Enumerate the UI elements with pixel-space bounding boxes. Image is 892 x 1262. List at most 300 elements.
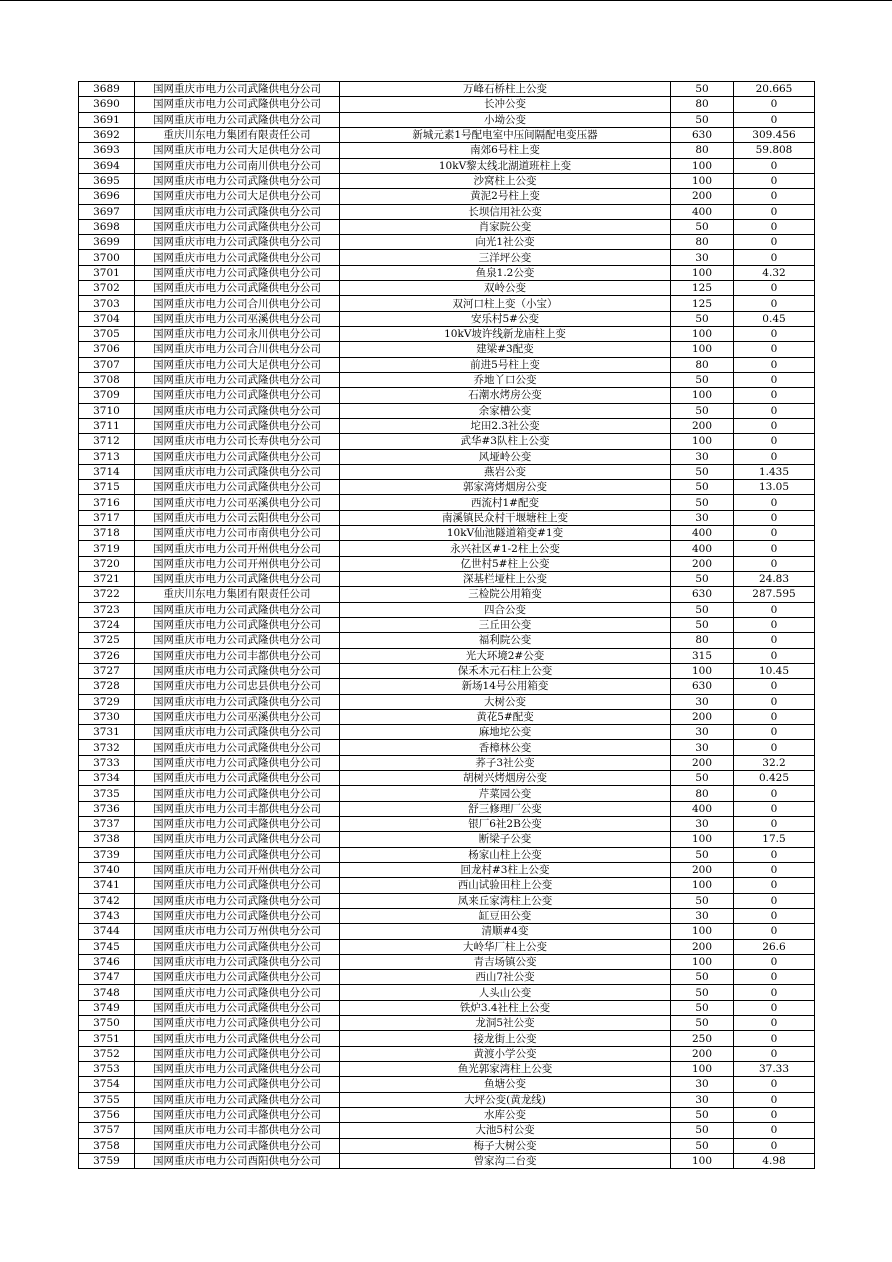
row-number-cell: 3711 bbox=[79, 418, 135, 433]
company-cell: 国网重庆市电力公司大足供电分公司 bbox=[135, 357, 340, 372]
transformer-name-cell: 新城元素1号配电室中压间隔配电变压器 bbox=[340, 127, 671, 142]
capacity-cell: 50 bbox=[671, 617, 734, 632]
company-cell: 国网重庆市电力公司大足供电分公司 bbox=[135, 143, 340, 158]
transformer-name-cell: 杨家山柱上公变 bbox=[340, 847, 671, 862]
company-cell: 国网重庆市电力公司武隆供电分公司 bbox=[135, 725, 340, 740]
company-cell: 国网重庆市电力公司武隆供电分公司 bbox=[135, 464, 340, 479]
value-cell: 0 bbox=[734, 878, 815, 893]
table-row bbox=[79, 786, 815, 801]
table-row bbox=[79, 449, 815, 464]
table-row bbox=[79, 1107, 815, 1122]
company-cell: 国网重庆市电力公司武隆供电分公司 bbox=[135, 204, 340, 219]
capacity-cell: 400 bbox=[671, 204, 734, 219]
row-number-cell: 3721 bbox=[79, 572, 135, 587]
row-number-cell: 3743 bbox=[79, 908, 135, 923]
capacity-cell: 100 bbox=[671, 265, 734, 280]
capacity-cell: 80 bbox=[671, 786, 734, 801]
capacity-cell: 50 bbox=[671, 480, 734, 495]
value-cell: 0 bbox=[734, 908, 815, 923]
capacity-cell: 400 bbox=[671, 801, 734, 816]
company-cell: 国网重庆市电力公司巫溪供电分公司 bbox=[135, 709, 340, 724]
value-cell: 0 bbox=[734, 648, 815, 663]
transformer-name-cell: 长冲公变 bbox=[340, 97, 671, 112]
value-cell: 0 bbox=[734, 418, 815, 433]
capacity-cell: 50 bbox=[671, 970, 734, 985]
row-number-cell: 3718 bbox=[79, 526, 135, 541]
value-cell: 0 bbox=[734, 1000, 815, 1015]
value-cell: 0 bbox=[734, 342, 815, 357]
capacity-cell: 50 bbox=[671, 985, 734, 1000]
transformer-name-cell: 梅子大树公变 bbox=[340, 1138, 671, 1153]
row-number-cell: 3747 bbox=[79, 970, 135, 985]
table-row bbox=[79, 1031, 815, 1046]
table-row bbox=[79, 82, 815, 97]
company-cell: 国网重庆市电力公司永川供电分公司 bbox=[135, 327, 340, 342]
row-number-cell: 3749 bbox=[79, 1000, 135, 1015]
transformer-name-cell: 新场14号公用箱变 bbox=[340, 679, 671, 694]
table-row bbox=[79, 480, 815, 495]
company-cell: 国网重庆市电力公司武隆供电分公司 bbox=[135, 954, 340, 969]
table-row bbox=[79, 755, 815, 770]
company-cell: 国网重庆市电力公司武隆供电分公司 bbox=[135, 1000, 340, 1015]
value-cell: 0 bbox=[734, 985, 815, 1000]
row-number-cell: 3703 bbox=[79, 296, 135, 311]
value-cell: 0 bbox=[734, 403, 815, 418]
company-cell: 国网重庆市电力公司武隆供电分公司 bbox=[135, 893, 340, 908]
transformer-name-cell: 四合公变 bbox=[340, 602, 671, 617]
table-row bbox=[79, 403, 815, 418]
transformer-name-cell: 风垭岭公变 bbox=[340, 449, 671, 464]
row-number-cell: 3706 bbox=[79, 342, 135, 357]
table-row bbox=[79, 495, 815, 510]
value-cell: 0 bbox=[734, 1077, 815, 1092]
transformer-name-cell: 大池5村公变 bbox=[340, 1123, 671, 1138]
row-number-cell: 3712 bbox=[79, 434, 135, 449]
transformer-name-cell: 福利院公变 bbox=[340, 633, 671, 648]
value-cell: 0 bbox=[734, 1031, 815, 1046]
value-cell: 0 bbox=[734, 679, 815, 694]
company-cell: 国网重庆市电力公司武隆供电分公司 bbox=[135, 82, 340, 97]
value-cell: 0 bbox=[734, 281, 815, 296]
row-number-cell: 3754 bbox=[79, 1077, 135, 1092]
table-row bbox=[79, 97, 815, 112]
transformer-name-cell: 乔地丫口公变 bbox=[340, 372, 671, 387]
table-row bbox=[79, 648, 815, 663]
table-row bbox=[79, 1138, 815, 1153]
table-row bbox=[79, 694, 815, 709]
capacity-cell: 100 bbox=[671, 1153, 734, 1168]
capacity-cell: 100 bbox=[671, 388, 734, 403]
row-number-cell: 3751 bbox=[79, 1031, 135, 1046]
table-row bbox=[79, 985, 815, 1000]
transformer-name-cell: 保禾木元石柱上公变 bbox=[340, 663, 671, 678]
row-number-cell: 3696 bbox=[79, 189, 135, 204]
transformer-name-cell: 荞子3社公变 bbox=[340, 755, 671, 770]
transformer-name-cell: 芹菜园公变 bbox=[340, 786, 671, 801]
transformer-name-cell: 龙洞5社公变 bbox=[340, 1016, 671, 1031]
table-row bbox=[79, 556, 815, 571]
capacity-cell: 80 bbox=[671, 143, 734, 158]
transformer-name-cell: 大坪公变(黄龙线) bbox=[340, 1092, 671, 1107]
company-cell: 国网重庆市电力公司丰都供电分公司 bbox=[135, 1123, 340, 1138]
value-cell: 0 bbox=[734, 97, 815, 112]
table-row bbox=[79, 970, 815, 985]
company-cell: 国网重庆市电力公司酉阳供电分公司 bbox=[135, 1153, 340, 1168]
transformer-name-cell: 双河口柱上变（小宝） bbox=[340, 296, 671, 311]
transformer-name-cell: 舒三修理厂公变 bbox=[340, 801, 671, 816]
table-row bbox=[79, 1092, 815, 1107]
transformer-name-cell: 武华#3队柱上公变 bbox=[340, 434, 671, 449]
table-row bbox=[79, 1000, 815, 1015]
table-row bbox=[79, 1153, 815, 1168]
company-cell: 国网重庆市电力公司武隆供电分公司 bbox=[135, 372, 340, 387]
value-cell: 0 bbox=[734, 740, 815, 755]
company-cell: 国网重庆市电力公司武隆供电分公司 bbox=[135, 1031, 340, 1046]
capacity-cell: 30 bbox=[671, 694, 734, 709]
value-cell: 32.2 bbox=[734, 755, 815, 770]
value-cell: 0 bbox=[734, 893, 815, 908]
table-row bbox=[79, 388, 815, 403]
capacity-cell: 125 bbox=[671, 281, 734, 296]
table-row bbox=[79, 908, 815, 923]
value-cell: 59.808 bbox=[734, 143, 815, 158]
transformer-name-cell: 黄渡小学公变 bbox=[340, 1046, 671, 1061]
row-number-cell: 3690 bbox=[79, 97, 135, 112]
table-row bbox=[79, 219, 815, 234]
row-number-cell: 3735 bbox=[79, 786, 135, 801]
company-cell: 国网重庆市电力公司市南供电分公司 bbox=[135, 526, 340, 541]
transformer-name-cell: 小坳公变 bbox=[340, 112, 671, 127]
table-row bbox=[79, 663, 815, 678]
value-cell: 0 bbox=[734, 847, 815, 862]
value-cell: 0 bbox=[734, 1046, 815, 1061]
transformer-name-cell: 鱼泉1.2公变 bbox=[340, 265, 671, 280]
row-number-cell: 3702 bbox=[79, 281, 135, 296]
company-cell: 国网重庆市电力公司丰都供电分公司 bbox=[135, 648, 340, 663]
row-number-cell: 3697 bbox=[79, 204, 135, 219]
capacity-cell: 315 bbox=[671, 648, 734, 663]
capacity-cell: 400 bbox=[671, 526, 734, 541]
table-row bbox=[79, 954, 815, 969]
capacity-cell: 630 bbox=[671, 127, 734, 142]
table-row bbox=[79, 617, 815, 632]
value-cell: 10.45 bbox=[734, 663, 815, 678]
row-number-cell: 3737 bbox=[79, 817, 135, 832]
row-number-cell: 3725 bbox=[79, 633, 135, 648]
company-cell: 国网重庆市电力公司武隆供电分公司 bbox=[135, 1062, 340, 1077]
table-row bbox=[79, 189, 815, 204]
value-cell: 0 bbox=[734, 219, 815, 234]
transformer-name-cell: 余家槽公变 bbox=[340, 403, 671, 418]
transformer-name-cell: 水库公变 bbox=[340, 1107, 671, 1122]
capacity-cell: 80 bbox=[671, 633, 734, 648]
value-cell: 0 bbox=[734, 158, 815, 173]
row-number-cell: 3698 bbox=[79, 219, 135, 234]
capacity-cell: 100 bbox=[671, 327, 734, 342]
company-cell: 国网重庆市电力公司武隆供电分公司 bbox=[135, 572, 340, 587]
value-cell: 0 bbox=[734, 709, 815, 724]
table-row bbox=[79, 939, 815, 954]
row-number-cell: 3695 bbox=[79, 173, 135, 188]
row-number-cell: 3694 bbox=[79, 158, 135, 173]
page-top-border bbox=[0, 0, 892, 1]
company-cell: 国网重庆市电力公司武隆供电分公司 bbox=[135, 97, 340, 112]
company-cell: 国网重庆市电力公司武隆供电分公司 bbox=[135, 740, 340, 755]
table-row bbox=[79, 296, 815, 311]
row-number-cell: 3700 bbox=[79, 250, 135, 265]
transformer-name-cell: 万峰石桥柱上公变 bbox=[340, 82, 671, 97]
value-cell: 0 bbox=[734, 541, 815, 556]
company-cell: 重庆川东电力集团有限责任公司 bbox=[135, 127, 340, 142]
company-cell: 国网重庆市电力公司巫溪供电分公司 bbox=[135, 311, 340, 326]
row-number-cell: 3752 bbox=[79, 1046, 135, 1061]
capacity-cell: 30 bbox=[671, 908, 734, 923]
table-row bbox=[79, 1062, 815, 1077]
capacity-cell: 50 bbox=[671, 219, 734, 234]
row-number-cell: 3757 bbox=[79, 1123, 135, 1138]
company-cell: 国网重庆市电力公司武隆供电分公司 bbox=[135, 1077, 340, 1092]
transformer-name-cell: 亿世村5#柱上公变 bbox=[340, 556, 671, 571]
value-cell: 0 bbox=[734, 602, 815, 617]
capacity-cell: 50 bbox=[671, 464, 734, 479]
value-cell: 0 bbox=[734, 449, 815, 464]
value-cell: 0 bbox=[734, 388, 815, 403]
transformer-name-cell: 光大环境2#公变 bbox=[340, 648, 671, 663]
table-row bbox=[79, 173, 815, 188]
row-number-cell: 3708 bbox=[79, 372, 135, 387]
capacity-cell: 200 bbox=[671, 418, 734, 433]
row-number-cell: 3719 bbox=[79, 541, 135, 556]
company-cell: 国网重庆市电力公司武隆供电分公司 bbox=[135, 235, 340, 250]
row-number-cell: 3736 bbox=[79, 801, 135, 816]
company-cell: 国网重庆市电力公司武隆供电分公司 bbox=[135, 1016, 340, 1031]
capacity-cell: 100 bbox=[671, 434, 734, 449]
value-cell: 287.595 bbox=[734, 587, 815, 602]
company-cell: 国网重庆市电力公司武隆供电分公司 bbox=[135, 939, 340, 954]
transformer-name-cell: 坨田2.3社公变 bbox=[340, 418, 671, 433]
row-number-cell: 3758 bbox=[79, 1138, 135, 1153]
capacity-cell: 400 bbox=[671, 541, 734, 556]
value-cell: 26.6 bbox=[734, 939, 815, 954]
table-row bbox=[79, 633, 815, 648]
transformer-name-cell: 三丘田公变 bbox=[340, 617, 671, 632]
capacity-cell: 30 bbox=[671, 725, 734, 740]
row-number-cell: 3724 bbox=[79, 617, 135, 632]
company-cell: 国网重庆市电力公司武隆供电分公司 bbox=[135, 771, 340, 786]
value-cell: 24.83 bbox=[734, 572, 815, 587]
value-cell: 0 bbox=[734, 1138, 815, 1153]
value-cell: 0 bbox=[734, 725, 815, 740]
table-row bbox=[79, 204, 815, 219]
company-cell: 国网重庆市电力公司大足供电分公司 bbox=[135, 189, 340, 204]
table-row bbox=[79, 878, 815, 893]
value-cell: 20.665 bbox=[734, 82, 815, 97]
table-row bbox=[79, 311, 815, 326]
company-cell: 国网重庆市电力公司武隆供电分公司 bbox=[135, 817, 340, 832]
table-row bbox=[79, 357, 815, 372]
row-number-cell: 3740 bbox=[79, 862, 135, 877]
row-number-cell: 3731 bbox=[79, 725, 135, 740]
company-cell: 国网重庆市电力公司武隆供电分公司 bbox=[135, 1092, 340, 1107]
table-row bbox=[79, 924, 815, 939]
transformer-data-table bbox=[78, 81, 815, 1169]
row-number-cell: 3707 bbox=[79, 357, 135, 372]
transformer-name-cell: 永兴社区#1-2柱上公变 bbox=[340, 541, 671, 556]
capacity-cell: 50 bbox=[671, 403, 734, 418]
table-row bbox=[79, 1123, 815, 1138]
value-cell: 0 bbox=[734, 786, 815, 801]
capacity-cell: 50 bbox=[671, 602, 734, 617]
company-cell: 国网重庆市电力公司武隆供电分公司 bbox=[135, 985, 340, 1000]
transformer-name-cell: 麻地坨公变 bbox=[340, 725, 671, 740]
capacity-cell: 100 bbox=[671, 832, 734, 847]
value-cell: 1.435 bbox=[734, 464, 815, 479]
transformer-name-cell: 断梁子公变 bbox=[340, 832, 671, 847]
capacity-cell: 200 bbox=[671, 862, 734, 877]
company-cell: 国网重庆市电力公司巫溪供电分公司 bbox=[135, 495, 340, 510]
table-row bbox=[79, 372, 815, 387]
value-cell: 0 bbox=[734, 617, 815, 632]
capacity-cell: 50 bbox=[671, 1000, 734, 1015]
company-cell: 国网重庆市电力公司武隆供电分公司 bbox=[135, 908, 340, 923]
company-cell: 国网重庆市电力公司武隆供电分公司 bbox=[135, 617, 340, 632]
table-row bbox=[79, 541, 815, 556]
transformer-name-cell: 前进5号柱上变 bbox=[340, 357, 671, 372]
capacity-cell: 100 bbox=[671, 663, 734, 678]
company-cell: 国网重庆市电力公司万州供电分公司 bbox=[135, 924, 340, 939]
capacity-cell: 30 bbox=[671, 817, 734, 832]
value-cell: 0 bbox=[734, 1107, 815, 1122]
table-row bbox=[79, 327, 815, 342]
transformer-name-cell: 向光1社公变 bbox=[340, 235, 671, 250]
transformer-name-cell: 建梁#3配变 bbox=[340, 342, 671, 357]
company-cell: 国网重庆市电力公司武隆供电分公司 bbox=[135, 694, 340, 709]
row-number-cell: 3689 bbox=[79, 82, 135, 97]
row-number-cell: 3713 bbox=[79, 449, 135, 464]
table-row bbox=[79, 572, 815, 587]
company-cell: 国网重庆市电力公司合川供电分公司 bbox=[135, 342, 340, 357]
transformer-name-cell: 香樟林公变 bbox=[340, 740, 671, 755]
row-number-cell: 3722 bbox=[79, 587, 135, 602]
value-cell: 0 bbox=[734, 1092, 815, 1107]
table-row bbox=[79, 112, 815, 127]
company-cell: 国网重庆市电力公司丰都供电分公司 bbox=[135, 801, 340, 816]
transformer-name-cell: 黄泥2号柱上变 bbox=[340, 189, 671, 204]
value-cell: 0 bbox=[734, 801, 815, 816]
table-row bbox=[79, 817, 815, 832]
row-number-cell: 3693 bbox=[79, 143, 135, 158]
table-row bbox=[79, 771, 815, 786]
company-cell: 国网重庆市电力公司武隆供电分公司 bbox=[135, 265, 340, 280]
capacity-cell: 30 bbox=[671, 250, 734, 265]
transformer-name-cell: 青吉场镇公变 bbox=[340, 954, 671, 969]
row-number-cell: 3744 bbox=[79, 924, 135, 939]
row-number-cell: 3732 bbox=[79, 740, 135, 755]
transformer-name-cell: 双岭公变 bbox=[340, 281, 671, 296]
capacity-cell: 50 bbox=[671, 372, 734, 387]
transformer-name-cell: 回龙村#3柱上公变 bbox=[340, 862, 671, 877]
row-number-cell: 3726 bbox=[79, 648, 135, 663]
value-cell: 0 bbox=[734, 296, 815, 311]
company-cell: 国网重庆市电力公司武隆供电分公司 bbox=[135, 388, 340, 403]
capacity-cell: 630 bbox=[671, 679, 734, 694]
company-cell: 国网重庆市电力公司长寿供电分公司 bbox=[135, 434, 340, 449]
company-cell: 国网重庆市电力公司武隆供电分公司 bbox=[135, 1138, 340, 1153]
table-row bbox=[79, 801, 815, 816]
company-cell: 国网重庆市电力公司武隆供电分公司 bbox=[135, 786, 340, 801]
transformer-name-cell: 银厂6社2B公变 bbox=[340, 817, 671, 832]
capacity-cell: 100 bbox=[671, 158, 734, 173]
transformer-name-cell: 西流村1#配变 bbox=[340, 495, 671, 510]
company-cell: 国网重庆市电力公司合川供电分公司 bbox=[135, 296, 340, 311]
row-number-cell: 3750 bbox=[79, 1016, 135, 1031]
value-cell: 13.05 bbox=[734, 480, 815, 495]
value-cell: 0 bbox=[734, 817, 815, 832]
transformer-name-cell: 铁炉3.4社柱上公变 bbox=[340, 1000, 671, 1015]
capacity-cell: 30 bbox=[671, 1092, 734, 1107]
capacity-cell: 200 bbox=[671, 189, 734, 204]
capacity-cell: 50 bbox=[671, 495, 734, 510]
company-cell: 国网重庆市电力公司武隆供电分公司 bbox=[135, 250, 340, 265]
table-row bbox=[79, 740, 815, 755]
company-cell: 国网重庆市电力公司武隆供电分公司 bbox=[135, 847, 340, 862]
table-row bbox=[79, 434, 815, 449]
capacity-cell: 30 bbox=[671, 510, 734, 525]
value-cell: 0 bbox=[734, 862, 815, 877]
capacity-cell: 30 bbox=[671, 1077, 734, 1092]
value-cell: 0.45 bbox=[734, 311, 815, 326]
table-row bbox=[79, 235, 815, 250]
row-number-cell: 3748 bbox=[79, 985, 135, 1000]
row-number-cell: 3746 bbox=[79, 954, 135, 969]
capacity-cell: 250 bbox=[671, 1031, 734, 1046]
row-number-cell: 3692 bbox=[79, 127, 135, 142]
transformer-name-cell: 大岭华厂柱上公变 bbox=[340, 939, 671, 954]
row-number-cell: 3701 bbox=[79, 265, 135, 280]
row-number-cell: 3738 bbox=[79, 832, 135, 847]
table-row bbox=[79, 847, 815, 862]
row-number-cell: 3716 bbox=[79, 495, 135, 510]
value-cell: 0 bbox=[734, 189, 815, 204]
row-number-cell: 3691 bbox=[79, 112, 135, 127]
transformer-name-cell: 肖家院公变 bbox=[340, 219, 671, 234]
table-row bbox=[79, 1016, 815, 1031]
company-cell: 国网重庆市电力公司武隆供电分公司 bbox=[135, 878, 340, 893]
value-cell: 0 bbox=[734, 633, 815, 648]
transformer-name-cell: 鱼塘公变 bbox=[340, 1077, 671, 1092]
company-cell: 国网重庆市电力公司武隆供电分公司 bbox=[135, 970, 340, 985]
company-cell: 国网重庆市电力公司武隆供电分公司 bbox=[135, 663, 340, 678]
company-cell: 国网重庆市电力公司武隆供电分公司 bbox=[135, 602, 340, 617]
value-cell: 0 bbox=[734, 526, 815, 541]
capacity-cell: 50 bbox=[671, 1123, 734, 1138]
capacity-cell: 200 bbox=[671, 1046, 734, 1061]
transformer-name-cell: 深基栏垭柱上公变 bbox=[340, 572, 671, 587]
company-cell: 国网重庆市电力公司武隆供电分公司 bbox=[135, 403, 340, 418]
value-cell: 0 bbox=[734, 954, 815, 969]
transformer-name-cell: 郭家湾烤烟房公变 bbox=[340, 480, 671, 495]
transformer-name-cell: 10kV黎太线北湖道班柱上变 bbox=[340, 158, 671, 173]
value-cell: 4.32 bbox=[734, 265, 815, 280]
capacity-cell: 30 bbox=[671, 740, 734, 755]
table-row bbox=[79, 709, 815, 724]
value-cell: 0 bbox=[734, 970, 815, 985]
row-number-cell: 3753 bbox=[79, 1062, 135, 1077]
row-number-cell: 3733 bbox=[79, 755, 135, 770]
transformer-name-cell: 西山试验田柱上公变 bbox=[340, 878, 671, 893]
row-number-cell: 3717 bbox=[79, 510, 135, 525]
capacity-cell: 50 bbox=[671, 1016, 734, 1031]
